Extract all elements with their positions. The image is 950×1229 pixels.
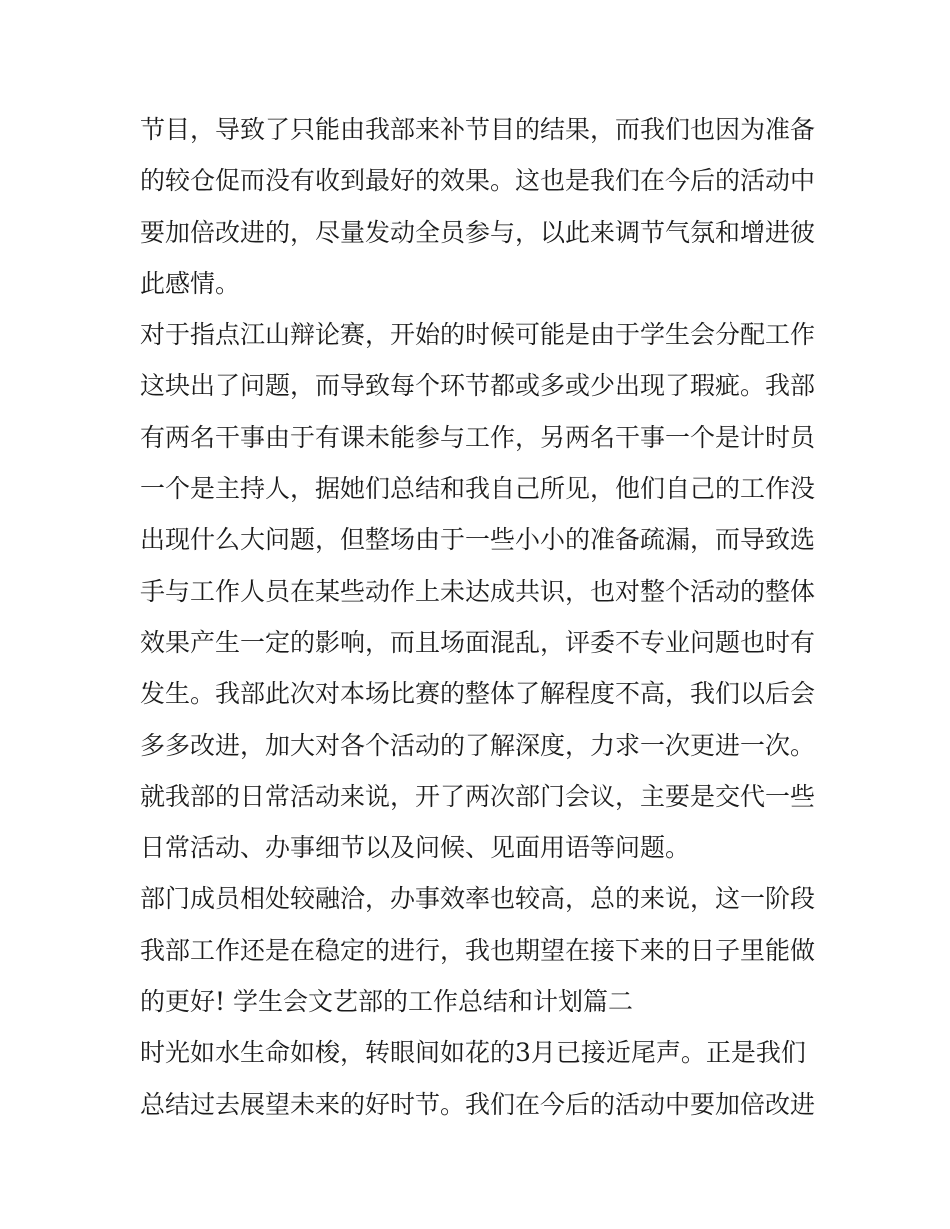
- text-line: 我部工作还是在稳定的进行，我也期望在接下来的日子里能做: [140, 935, 816, 965]
- text-line: 日常活动、办事细节以及问候、见面用语等问题。: [140, 833, 691, 863]
- text-line: 出现什么大问题，但整场由于一些小小的准备疏漏，而导致选: [140, 525, 816, 555]
- body-text: [140, 104, 820, 1130]
- text-line: 要加倍改进的，尽量发动全员参与，以此来调节气氛和增进彼: [140, 217, 816, 247]
- text-line: 有两名干事由于有课未能参与工作，另两名干事一个是计时员: [140, 422, 816, 452]
- text-line: 发生。我部此次对本场比赛的整体了解程度不高，我们以后会: [140, 679, 816, 709]
- text-line: 效果产生一定的影响，而且场面混乱，评委不专业问题也时有: [140, 627, 816, 657]
- text-line: 对于指点江山辩论赛，开始的时候可能是由于学生会分配工作: [140, 320, 816, 350]
- text-line: 节目，导致了只能由我部来补节目的结果，而我们也因为准备: [140, 115, 816, 144]
- text-line: 部门成员相处较融洽，办事效率也较高，总的来说，这一阶段: [140, 884, 816, 914]
- text-line: 此感情。: [140, 268, 241, 298]
- text-line: 时光如水生命如梭，转眼间如花的3月已接近尾声。正是我们: [140, 1038, 806, 1068]
- text-line: 的更好! 学生会文艺部的工作总结和计划篇二: [140, 987, 633, 1017]
- text-line: 多多改进，加大对各个活动的了解深度，力求一次更进一次。: [140, 730, 816, 760]
- text-line: 总结过去展望未来的好时节。我们在今后的活动中要加倍改进: [140, 1089, 816, 1119]
- text-line: 这块出了问题，而导致每个环节都或多或少出现了瑕疵。我部: [140, 371, 816, 401]
- text-line: 的较仓促而没有收到最好的效果。这也是我们在今后的活动中: [140, 166, 816, 196]
- text-line: 手与工作人员在某些动作上未达成共识，也对整个活动的整体: [140, 576, 816, 606]
- text-line: 就我部的日常活动来说，开了两次部门会议，主要是交代一些: [140, 781, 816, 811]
- text-line: 一个是主持人，据她们总结和我自己所见，他们自己的工作没: [140, 474, 816, 504]
